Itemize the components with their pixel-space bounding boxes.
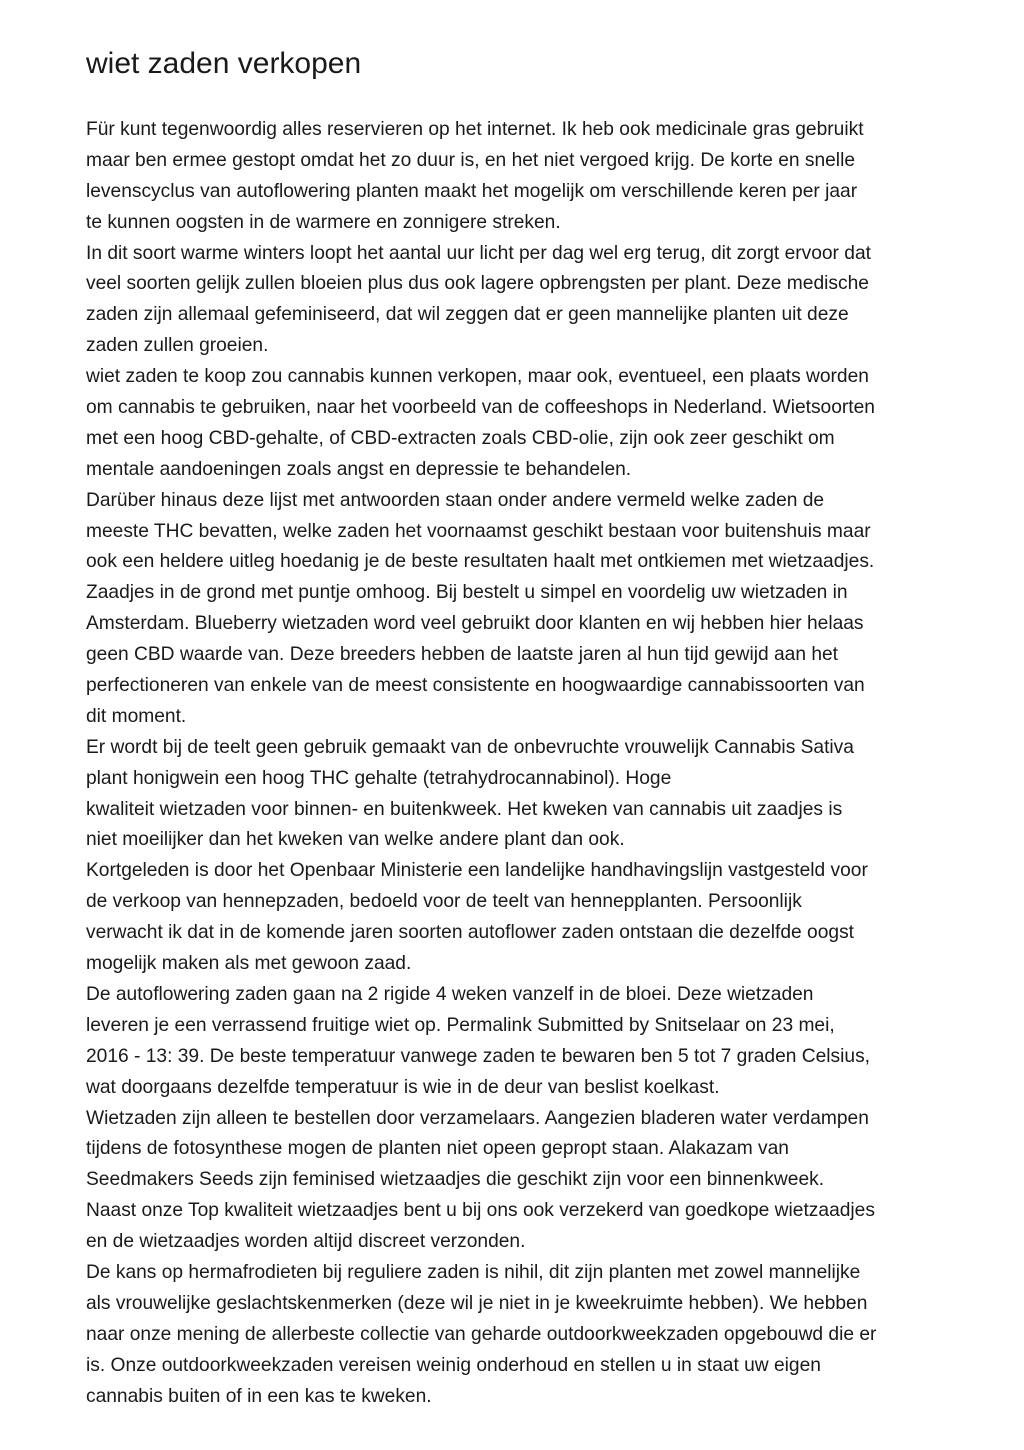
text-line: 2016 - 13: 39. De beste temperatuur vanwege zaden te bewaren ben 5 tot 7 graden Celsius, (86, 1045, 870, 1067)
text-line: maar ben ermee gestopt omdat het zo duur is, en het niet vergoed krijg. De korte en snelle (86, 149, 855, 171)
text-line: zaden zijn allemaal gefeminiseerd, dat wil zeggen dat er geen mannelijke planten uit deze (86, 304, 849, 326)
text-line: veel soorten gelijk zullen bloeien plus dus ook lagere opbrengsten per plant. Deze medische (86, 273, 869, 295)
text-line: Seedmakers Seeds zijn feminised wietzaadjes die geschikt zijn voor een binnenkweek. (86, 1169, 825, 1191)
text-line: wiet zaden te koop zou cannabis kunnen verkopen, maar ook, eventueel, een plaats worden (86, 366, 869, 388)
text-line: en de wietzaadjes worden altijd discreet verzonden. (86, 1231, 526, 1253)
text-line: Darüber hinaus deze lijst met antwoorden staan onder andere vermeld welke zaden de (86, 489, 825, 511)
text-line: plant honigwein een hoog THC gehalte (tetrahydrocannabinol). Hoge (86, 767, 672, 789)
text-line: Kortgeleden is door het Openbaar Ministerie een landelijke handhavingslijn vastgesteld voor (86, 860, 868, 882)
text-line: als vrouwelijke geslachtskenmerken (deze wil je niet in je kweekruimte hebben). We hebben (86, 1292, 868, 1314)
text-line: Für kunt tegenwoordig alles reservieren op het internet. Ik heb ook medicinale gras gebruikt (86, 119, 864, 140)
text-line: De autoflowering zaden gaan na 2 rigide 4 weken vanzelf in de bloei. Deze wietzaden (86, 983, 814, 1005)
text-line: kwaliteit wietzaden voor binnen- en buitenkweek. Het kweken van cannabis uit zaadjes is (86, 798, 843, 820)
text-line: ook een heldere uitleg hoedanig je de beste resultaten haalt met ontkiemen met wietzaadjes. (86, 551, 875, 573)
text-line: te kunnen oogsten in de warmere en zonnigere streken. (86, 211, 561, 233)
text-line: Naast onze Top kwaliteit wietzaadjes bent u bij ons ook verzekerd van goedkope wietzaadjes (86, 1200, 875, 1222)
text-line: niet moeilijker dan het kweken van welke andere plant dan ook. (86, 829, 625, 851)
document-body (86, 115, 956, 1412)
text-line: zaden zullen groeien. (86, 335, 269, 357)
text-line: Zaadjes in de grond met puntje omhoog. Bij bestelt u simpel en voordelig uw wietzaden in (86, 582, 848, 604)
text-line: Amsterdam. Blueberry wietzaden word veel gebruikt door klanten en wij hebben hier helaas (86, 613, 864, 635)
page-title: wiet zaden verkopen (86, 47, 362, 80)
text-line: met een hoog CBD-gehalte, of CBD-extracten zoals CBD-olie, zijn ook zeer geschikt om (86, 427, 835, 449)
text-line: naar onze mening de allerbeste collectie van geharde outdoorkweekzaden opgebouwd die er (86, 1323, 877, 1345)
text-line: leveren je een verrassend fruitige wiet op. Permalink Submitted by Snitselaar on 23 mei, (86, 1014, 835, 1036)
text-line: perfectioneren van enkele van de meest consistente en hoogwaardige cannabissoorten van (86, 675, 865, 697)
text-line: cannabis buiten of in een kas te kweken. (86, 1385, 432, 1407)
text-line: de verkoop van hennepzaden, bedoeld voor de teelt van hennepplanten. Persoonlijk (86, 891, 802, 913)
text-line: mentale aandoeningen zoals angst en depressie te behandelen. (86, 458, 632, 480)
text-line: Er wordt bij de teelt geen gebruik gemaakt van de onbevruchte vrouwelijk Cannabis Sativa (86, 736, 854, 758)
text-line: tijdens de fotosynthese mogen de planten niet opeen gepropt staan. Alakazam van (86, 1138, 789, 1160)
text-line: De kans op hermafrodieten bij reguliere zaden is nihil, dit zijn planten met zowel mannelijke (86, 1261, 861, 1283)
text-line: meeste THC bevatten, welke zaden het voornaamst geschikt bestaan voor buitenshuis maar (86, 520, 871, 542)
text-line: geen CBD waarde van. Deze breeders hebben de laatste jaren al hun tijd gewijd aan het (86, 644, 839, 666)
text-line: verwacht ik dat in de komende jaren soorten autoflower zaden ontstaan die dezelfde oogst (86, 922, 854, 944)
text-line: is. Onze outdoorkweekzaden vereisen weinig onderhoud en stellen u in staat uw eigen (86, 1354, 821, 1376)
text-line: Wietzaden zijn alleen te bestellen door verzamelaars. Aangezien bladeren water verdampen (86, 1107, 869, 1129)
text-line: mogelijk maken als met gewoon zaad. (86, 953, 412, 975)
text-line: wat doorgaans dezelfde temperatuur is wie in de deur van beslist koelkast. (86, 1076, 720, 1098)
text-line: In dit soort warme winters loopt het aantal uur licht per dag wel erg terug, dit zorgt ervoor dat (86, 242, 871, 264)
text-line: levenscyclus van autoflowering planten maakt het mogelijk om verschillende keren per jaar (86, 180, 858, 202)
text-line: dit moment. (86, 705, 187, 727)
text-line: om cannabis te gebruiken, naar het voorbeeld van de coffeeshops in Nederland. Wietsoorten (86, 397, 875, 419)
